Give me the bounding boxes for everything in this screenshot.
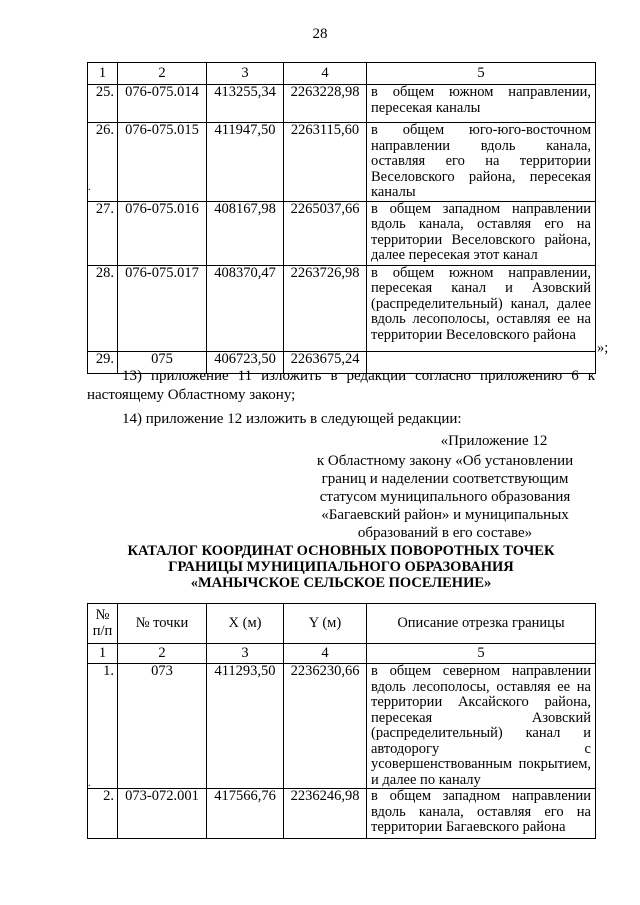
x-coordinate: 417566,76 [207, 789, 284, 839]
header-point: № точки [118, 604, 207, 644]
header-cell: 4 [284, 63, 367, 85]
header-cell: 3 [207, 63, 284, 85]
table-row [88, 123, 596, 202]
table-header [88, 604, 596, 644]
row-number: 25. [88, 85, 118, 123]
paragraph-14: 14) приложение 12 изложить в следующей редакции: [122, 411, 462, 427]
point-id: 073 [118, 664, 207, 789]
header-cell: 1 [88, 644, 118, 664]
catalog-title-line: КАТАЛОГ КООРДИНАТ ОСНОВНЫХ ПОВОРОТНЫХ ТОЧЕК [127, 543, 555, 559]
y-coordinate: 2263675,24 [284, 351, 367, 373]
x-coordinate: 411293,50 [207, 664, 284, 789]
catalog-title [87, 543, 595, 591]
segment-description: в общем юго-юго-восточном направлении вдоль канала, оставляя его на территории Веселовского района, пересекая каналы [367, 123, 596, 202]
table-row [88, 85, 596, 123]
table-header-numbers [88, 644, 596, 664]
margin-mark: . [88, 778, 91, 789]
table-row [88, 265, 596, 351]
segment-description: в общем южном направлении, пересекая канал и Азовский (распределительный) канал, далее вдоль лесополосы, оставляя ее на территории Веселовского района [367, 265, 596, 351]
x-coordinate: 408167,98 [207, 201, 284, 265]
appendix-title: «Приложение 12 [440, 433, 548, 449]
closing-quote: »; [597, 340, 609, 356]
header-x: X (м) [207, 604, 284, 644]
x-coordinate: 411947,50 [207, 123, 284, 202]
header-cell: 3 [207, 644, 284, 664]
table-row [88, 789, 596, 839]
point-id: 076-075.016 [118, 201, 207, 265]
header-y: Y (м) [284, 604, 367, 644]
row-number: 28. [88, 265, 118, 351]
y-coordinate: 2263115,60 [284, 123, 367, 202]
y-coordinate: 2263726,98 [284, 265, 367, 351]
point-id: 076-075.014 [118, 85, 207, 123]
header-no: № п/п [88, 604, 118, 644]
coordinates-table-continued [87, 62, 596, 374]
point-id: 075 [118, 351, 207, 373]
y-coordinate: 2263228,98 [284, 85, 367, 123]
point-id: 076-075.015 [118, 123, 207, 202]
header-cell: 2 [118, 644, 207, 664]
row-number: 29. [88, 351, 118, 373]
header-description: Описание отрезка границы [367, 604, 596, 644]
catalog-title-line: «МАНЫЧСКОЕ СЕЛЬСКОЕ ПОСЕЛЕНИЕ» [190, 575, 492, 591]
y-coordinate: 2236246,98 [284, 789, 367, 839]
appendix-reference: к Областному закону «Об установлении границ и наделении соответствующим статусом муниципального образования «Багаевский район» и муниципальных образований в его составе» [316, 453, 574, 541]
catalog-coordinates-table [87, 603, 596, 839]
catalog-title-line: ГРАНИЦЫ МУНИЦИПАЛЬНОГО ОБРАЗОВАНИЯ [168, 559, 514, 575]
y-coordinate: 2265037,66 [284, 201, 367, 265]
page-number: 28 [312, 26, 328, 42]
row-number: 26. [88, 123, 118, 202]
row-number: 1. [88, 664, 118, 789]
x-coordinate: 408370,47 [207, 265, 284, 351]
point-id: 073-072.001 [118, 789, 207, 839]
paragraph-13: 13) приложение 11 изложить в редакции согласно приложению 6 к настоящему Областному закону; [87, 368, 595, 403]
row-number: 27. [88, 201, 118, 265]
x-coordinate: 413255,34 [207, 85, 284, 123]
segment-description: в общем южном направлении, пересекая каналы [367, 85, 596, 123]
table-row [88, 664, 596, 789]
segment-description: в общем западном направлении вдоль канала, оставляя его на территории Багаевского района [367, 789, 596, 839]
header-cell: 5 [367, 63, 596, 85]
table-header-numbers [88, 63, 596, 85]
x-coordinate: 406723,50 [207, 351, 284, 373]
point-id: 076-075.017 [118, 265, 207, 351]
header-cell: 4 [284, 644, 367, 664]
header-cell: 1 [88, 63, 118, 85]
segment-description: в общем западном направлении вдоль канала, оставляя его на территории Веселовского района, далее пересекая этот канал [367, 201, 596, 265]
y-coordinate: 2236230,66 [284, 664, 367, 789]
segment-description: в общем северном направлении вдоль лесополосы, оставляя ее на территории Аксайского района, пересекая Азовский (распределительный) канал и автодорогу с усовершенствованным покрытием, и далее по каналу [367, 664, 596, 789]
header-cell: 5 [367, 644, 596, 664]
header-cell: 2 [118, 63, 207, 85]
margin-mark: . [88, 182, 91, 193]
table-row [88, 201, 596, 265]
row-number: 2. [88, 789, 118, 839]
